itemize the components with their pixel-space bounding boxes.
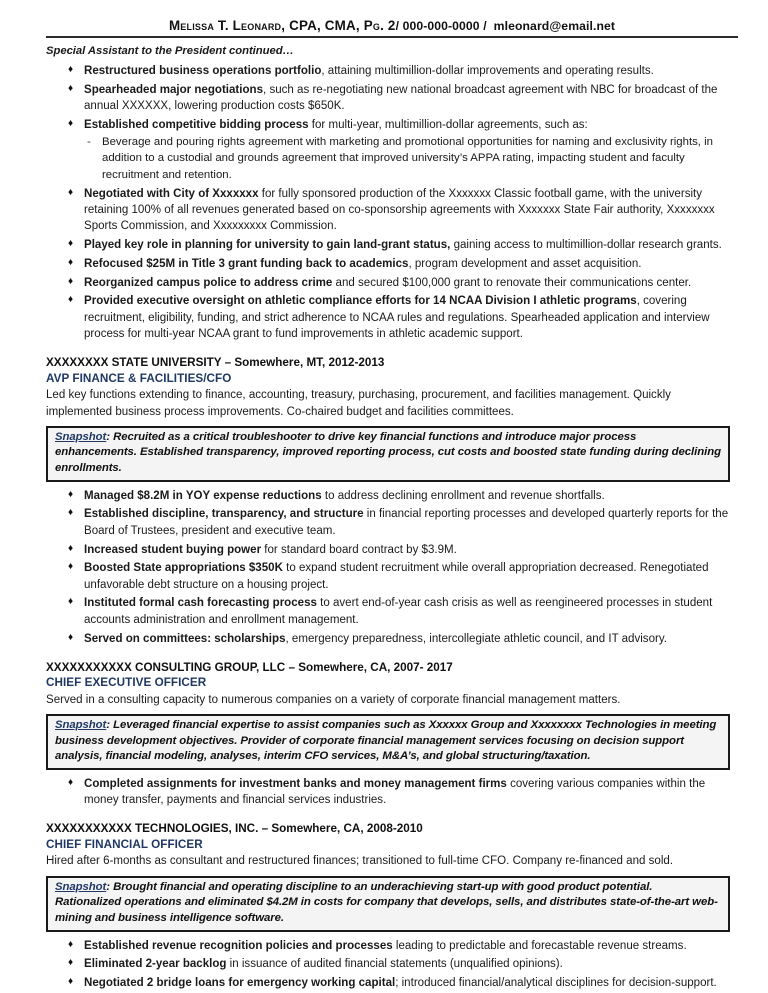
bullet-lead-text: Boosted State appropriations $350K — [84, 562, 283, 575]
continued-bullet-list — [46, 63, 738, 342]
bullet-body-text: to expand student recruitment while overall appropriation decreased. Renegotiated unfavorable debt structure on a housing project. — [84, 562, 709, 591]
snapshot-text: : Recruited as a critical troubleshooter to drive key financial functions and introduce major process enhancements. Established transparency, improved reporting process, cut costs and boosted state funding during declining enrollments. — [55, 430, 721, 475]
snapshot-label: Snapshot — [55, 880, 107, 893]
page-header — [46, 18, 738, 36]
candidate-phone: 000-000-0000 — [402, 19, 480, 33]
experience-section — [46, 355, 738, 991]
bullet-item — [46, 488, 738, 504]
bullet-body-text: ; introduced financial/analytical disciplines for decision-support. — [395, 977, 717, 990]
bullet-body-text: for fully sponsored production of the Xxxxxxx Classic football game, with the university retaining 100% of all revenues generated based on co-sponsorship agreements with Xxxxxxx State Fair authority, Xxxxxxxx Sports Commission, and Xxxxxxxxx Commission. — [84, 187, 715, 233]
bullet-item — [46, 776, 738, 809]
bullet-item — [46, 275, 738, 291]
bullet-body-text: for standard board contract by $3.9M. — [261, 543, 457, 556]
job-bullet-list — [46, 776, 738, 809]
snapshot-paragraph — [55, 880, 721, 927]
bullet-item — [46, 256, 738, 272]
bullet-body-text: gaining access to multimillion-dollar research grants. — [450, 238, 722, 251]
bullet-lead-text: Restructured business operations portfolio — [84, 65, 322, 77]
snapshot-text: : Leveraged financial expertise to assist companies such as Xxxxxx Group and Xxxxxxxx Technologies in meeting business development objectives. Provider of corporate financial management services focusing on decision support analysis, financial modeling, analyses, interim CFO services, M&A’s, and global structuring/taxation. — [55, 719, 717, 763]
job-company-name: XXXXXXXXXXX CONSULTING GROUP, LLC – Somewhere, CA, 2007- 2017 — [46, 660, 453, 674]
bullet-body-text: , program development and asset acquisition. — [408, 257, 642, 270]
bullet-item — [46, 237, 738, 253]
job-summary: Led key functions extending to finance, accounting, treasury, purchasing, procurement, and facilities management. Quickly implemented business process improvements. Co-chaired budget and facilities committees. — [46, 389, 671, 418]
bullet-item — [46, 63, 738, 79]
bullet-lead-text: Increased student buying power — [84, 543, 262, 556]
bullet-body-text: covering various companies within the money transfer, payments and financial services industries. — [84, 777, 706, 807]
bullet-item — [46, 82, 738, 115]
bullet-body-text: for multi-year, multimillion-dollar agreements, such as: — [308, 118, 588, 131]
snapshot-label: Snapshot — [55, 719, 107, 732]
job-title: CHIEF FINANCIAL OFFICER — [46, 837, 203, 851]
bullet-lead-text: Spearheaded major negotiations — [84, 83, 264, 96]
snapshot-box — [46, 426, 730, 482]
sub-bullet-list — [84, 134, 738, 183]
bullet-lead-text: Instituted formal cash forecasting process — [84, 597, 317, 610]
snapshot-text: : Brought financial and operating discipline to an underachieving start-up with good product potential. Rationalized operations and eliminated $4.2M in costs for company that develops, sells, and distributes state-of-the-art web-mining and business intelligence software. — [55, 880, 718, 924]
bullet-lead-text: Negotiated with City of Xxxxxxx — [84, 187, 259, 200]
bullet-item — [46, 542, 738, 558]
bullet-body-text: , covering recruitment, eligibility, funding, and strict adherence to NCAA rules and regulations. Spearheaded application and interview process for multi-year NCAA grant to fund improvements in athletic academic support. — [84, 295, 710, 340]
job-summary: Served in a consulting capacity to numerous companies on a variety of corporate financial management matters. — [46, 693, 621, 706]
bullet-lead-text: Established competitive bidding process — [84, 118, 309, 131]
bullet-lead-text: Refocused $25M in Title 3 grant funding back to academics — [84, 257, 409, 270]
header-separator-1: / — [395, 19, 400, 33]
snapshot-box — [46, 714, 730, 770]
bullet-body-text: to avert end-of-year cash crisis as well as reengineered processes in student accounts administration and enrollment management. — [84, 597, 713, 626]
bullet-body-text: , attaining multimillion-dollar improvements and operating results. — [321, 65, 654, 77]
job-entry — [46, 821, 738, 991]
bullet-lead-text: Completed assignments for investment banks and money management firms — [84, 777, 507, 790]
header-separator-2: / — [483, 19, 487, 33]
bullet-lead-text: Reorganized campus police to address crime — [84, 276, 333, 289]
bullet-lead-text: Established discipline, transparency, and structure — [84, 508, 364, 521]
bullet-body-text: to address declining enrollment and revenue shortfalls. — [321, 489, 605, 502]
job-company-name: XXXXXXXX STATE UNIVERSITY – Somewhere, MT, 2012-2013 — [46, 356, 385, 370]
candidate-email: mleonard@email.net — [493, 19, 616, 33]
snapshot-label: Snapshot — [55, 430, 107, 443]
snapshot-paragraph — [55, 718, 721, 765]
job-company-name: XXXXXXXXXXX TECHNOLOGIES, INC. – Somewhere, CA, 2008-2010 — [46, 822, 423, 836]
bullet-lead-text: Served on committees: scholarships — [84, 632, 286, 645]
job-bullet-list — [46, 488, 738, 647]
bullet-item — [46, 293, 738, 342]
bullet-body-text: in financial reporting processes and developed quarterly reports for the Board of Trustees, president and executive team. — [84, 508, 729, 537]
bullet-item — [46, 975, 738, 991]
job-title: CHIEF EXECUTIVE OFFICER — [46, 676, 207, 690]
bullet-body-text: and secured $100,000 grant to renovate their communications center. — [332, 276, 692, 289]
candidate-name: Melissa T. Leonard, CPA, CMA, Pg. 2 — [168, 18, 396, 33]
bullet-lead-text: Provided executive oversight on athletic compliance efforts for 14 NCAA Division I athletic programs — [84, 295, 637, 308]
bullet-body-text: , emergency preparedness, intercollegiate athletic council, and IT advisory. — [285, 632, 667, 645]
bullet-item — [46, 956, 738, 972]
header-divider — [46, 36, 738, 38]
job-entry — [46, 660, 738, 809]
bullet-item — [46, 117, 738, 183]
bullet-item — [46, 560, 738, 593]
bullet-item — [46, 506, 738, 539]
bullet-lead-text: Managed $8.2M in YOY expense reductions — [84, 489, 322, 502]
bullet-item — [46, 186, 738, 235]
bullet-lead-text: Played key role in planning for university to gain land-grant status, — [84, 238, 451, 251]
bullet-lead-text: Established revenue recognition policies and processes — [84, 939, 393, 952]
job-entry — [46, 355, 738, 647]
bullet-body-text: in issuance of audited financial statements (unqualified opinions). — [226, 958, 563, 971]
bullet-body-text: leading to predictable and forecastable revenue streams. — [392, 939, 687, 952]
job-bullet-list — [46, 938, 738, 992]
continued-heading: Special Assistant to the President continued… — [46, 45, 294, 57]
bullet-item — [46, 938, 738, 954]
bullet-item — [46, 631, 738, 647]
bullet-body-text: , such as re-negotiating new national broadcast agreement with NBC for broadcast of the annual XXXXXX, lowering production costs $650K. — [84, 83, 718, 113]
snapshot-box — [46, 876, 730, 932]
sub-bullet-item: - Beverage and pouring rights agreement with marketing and promotional opportunities for naming and exclusivity rights, in addition to a custodial and grounds agreement that improved university’s APPA rating, impacting student and faculty recruitment and retention. — [84, 134, 738, 183]
bullet-lead-text: Eliminated 2-year backlog — [84, 958, 227, 971]
job-title: AVP FINANCE & FACILITIES/CFO — [46, 371, 232, 385]
bullet-lead-text: Negotiated 2 bridge loans for emergency working capital — [84, 977, 396, 990]
bullet-item — [46, 595, 738, 628]
job-summary: Hired after 6-months as consultant and restructured finances; transitioned to full-time CFO. Company re-financed and sold. — [46, 855, 674, 868]
snapshot-paragraph — [55, 430, 721, 477]
